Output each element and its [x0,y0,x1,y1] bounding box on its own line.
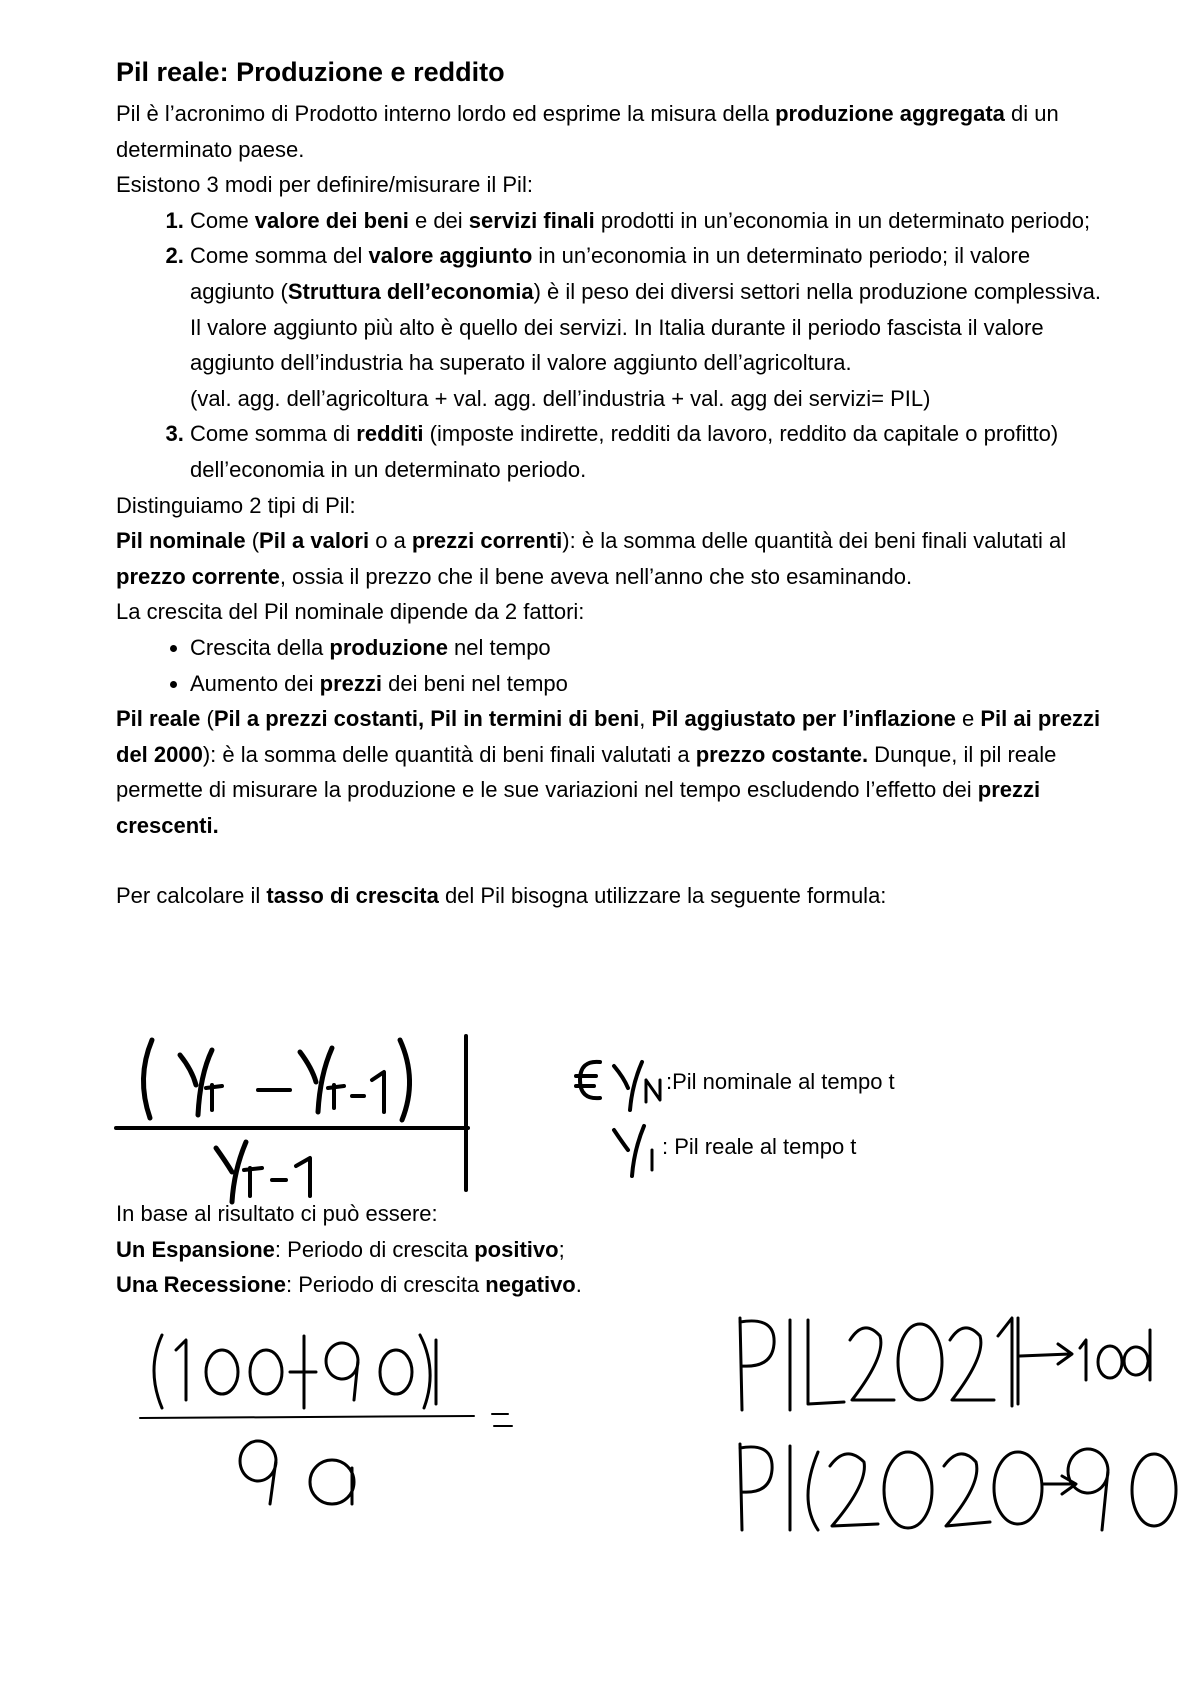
list-item: 2. Come somma del valore aggiunto in un’economia in un determinato periodo; il valore aggiunto (Struttura dell’economia) è il peso dei diversi settori nella produzione complessiva. Il valore aggiunto più alto è quello dei servizi. In Italia durante il periodo fascista il valore aggiunto dell’industria ha superato il valore aggiunto dell’agricoltura. (val. agg. dell’agricoltura + val. agg. dell’industria + val. agg dei servizi= PIL) [190,238,1116,416]
recession-line: Una Recessione: Periodo di crescita negativo. [116,1272,582,1298]
result-intro: In base al risultato ci può essere: [116,1201,438,1226]
nominal-paragraph: Pil nominale (Pil a valori o a prezzi correnti): è la somma delle quantità dei beni finali valutati al prezzo corrente, ossia il prezzo che il bene aveva nell’anno che sto esaminando. [116,528,1067,589]
legend-nominal: :Pil nominale al tempo t [666,1069,895,1094]
list-item: • Crescita della produzione nel tempo [190,630,1116,666]
results-section [116,1196,1116,1303]
real-paragraph: Pil reale (Pil a prezzi costanti, Pil in termini di beni, Pil aggiustato per l’inflazione e Pil ai prezzi del 2000): è la somma delle quantità di beni finali valutati a prezzo costante. Dunque, il pil reale permette di misurare la produzione e le sue variazioni nel tempo escludendo l’effetto dei prezzi crescenti. [116,706,1101,838]
page-title: Pil reale: Produzione e reddito [116,57,505,87]
types-intro: Distinguiamo 2 tipi di Pil: [116,492,356,518]
list-item: 3. Come somma di redditi (imposte indirette, redditi da lavoro, reddito da capitale o profitto) dell’economia in un determinato periodo. [190,416,1116,487]
list-item: 1. Come valore dei beni e dei servizi finali prodotti in un’economia in un determinato periodo; [190,203,1116,239]
list-item: • Aumento dei prezzi dei beni nel tempo [190,666,1116,702]
modes-intro: Esistono 3 modi per definire/misurare il Pil: [116,172,533,198]
legend-real: : Pil reale al tempo t [662,1134,857,1159]
growth-intro: La crescita del Pil nominale dipende da 2 fattori: [116,599,585,625]
expansion-line: Un Espansione: Periodo di crescita positivo; [116,1236,565,1262]
formula-intro: Per calcolare il tasso di crescita del Pil bisogna utilizzare la seguente formula: [116,883,887,909]
intro-paragraph: Pil è l’acronimo di Prodotto interno lordo ed esprime la misura della produzione aggregata di un determinato paese. [116,101,1059,162]
